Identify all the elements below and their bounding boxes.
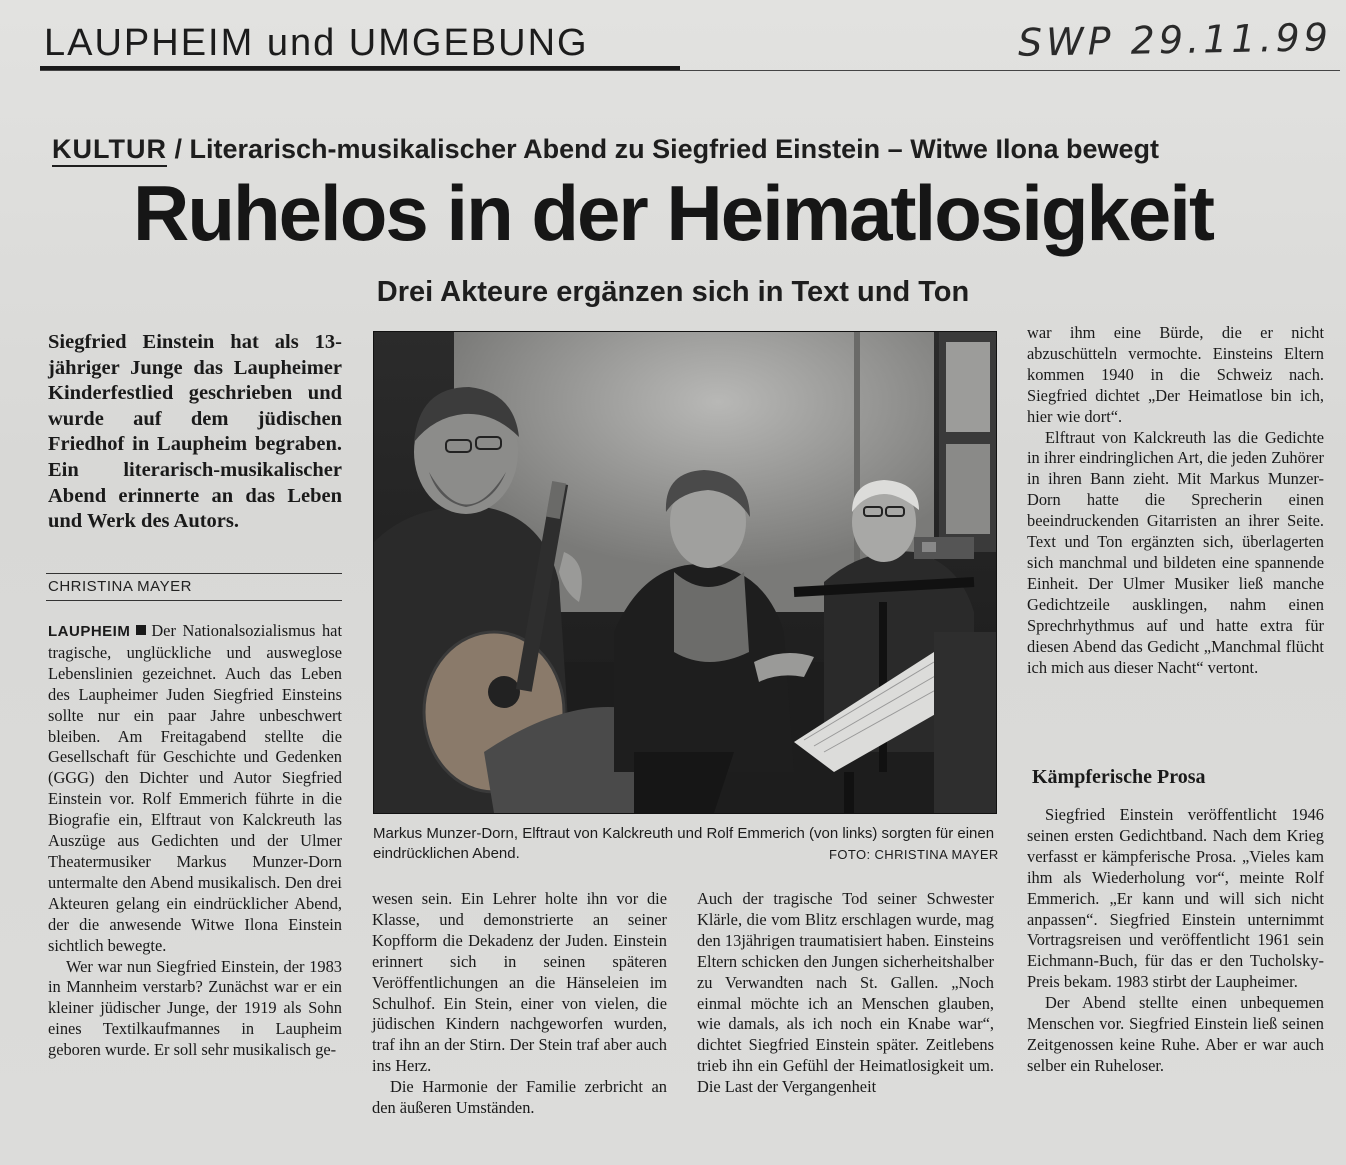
section-title: LAUPHEIM und UMGEBUNG xyxy=(44,22,589,64)
handwritten-date-stamp: SWP 29.11.99 xyxy=(1017,15,1333,65)
article-column-2 xyxy=(372,889,667,1119)
dateline: LAUPHEIM xyxy=(48,623,131,640)
body-paragraph: Der Abend stellte einen unbequemen Menschen vor. Siegfried Einstein ließ seinen Zeitgenossen keine Ruhe. Aber er war auch selber ein Ruheloser. xyxy=(1027,993,1324,1075)
photo-caption: Markus Munzer-Dorn, Elftraut von Kalckreuth und Rolf Emmerich (von links) sorgten für einen eindrücklichen Abend. xyxy=(373,825,995,862)
dateline-square-icon xyxy=(136,625,146,635)
subheadline: Drei Akteure ergänzen sich in Text und Ton xyxy=(376,276,970,308)
author-rule-top xyxy=(46,573,342,574)
author-byline: CHRISTINA MAYER xyxy=(48,578,192,595)
body-paragraph: wesen sein. Ein Lehrer holte ihn vor die Klasse, und demonstrierte an seiner Kopfform die Dekadenz der Juden. Einstein erinnert sich in seinen späteren Veröffentlichungen an die Hänseleien im Schulhof. Ein Stein, einer von vielen, die jüdischen Kindern nachgeworfen wurden, traf ihn an der Stirn. Der Stein traf aber auch ins Herz. xyxy=(372,889,667,1076)
kicker-text: / Literarisch-musikalischer Abend zu Siegfried Einstein – Witwe Ilona bewegt xyxy=(166,134,1159,164)
kicker-keyword: KULTUR xyxy=(52,134,167,167)
body-paragraph: Der Nationalsozialismus hat tragische, unglückliche und ausweglose Lebenslinien gezeichnet. Auch das Leben des Laupheimer Juden Siegfried Einsteins sollte nur ein paar Jahre unbeschwert bleiben. Am Freitagabend stellte die Gesellschaft für Geschichte und Gedenken (GGG) den Dichter und Autor Siegfried Einstein vor. Rolf Emmerich führte in die Biografie ein, Elftraut von Kalckreuth las Auszüge aus Gedichten und der Ulmer Theatermusiker Markus Munzer-Dorn untermalte den Abend musikalisch. Den drei Akteuren gelang ein eindrücklicher Abend, der die anwesende Witwe Ilona Einstein sichtlich bewegte. xyxy=(48,621,342,955)
article-column-3 xyxy=(697,889,994,1098)
body-paragraph: Siegfried Einstein veröffentlicht 1946 seinen ersten Gedichtband. Nach dem Krieg verfasst er kämpferische Prosa. „Vieles kam ihm als Wiederholung vor“, meinte Rolf Emmerich. „Er kann und will sich nicht anpassen“. Siegfried Einstein unternimmt Vortragsreisen und veröffentlicht 1961 sein Eichmann-Buch, für das er den Tucholsky-Preis bekam. 1983 stirbt der Laupheimer. xyxy=(1027,805,1324,992)
body-paragraph: Die Harmonie der Familie zerbricht an den äußeren Umständen. xyxy=(372,1077,667,1118)
body-paragraph: Elftraut von Kalckreuth las die Gedichte in ihrer eindringlichen Art, die jeden Zuhörer in ihren Bann zieht. Mit Markus Munzer-Dorn hatte die Sprecherin einen beeindruckenden Gitarristen an ihrer Seite. Text und Ton ergänzten sich, überlagerten sich manchmal und bildeten eine spannende Einheit. Der Ulmer Musiker ließ manche Gedichtzeile ausklingen, nahm einen Sprechrhythmus auf und hatte extra für diesen Abend das Gedicht „Manchmal flücht ich mich aus dieser Nacht“ vertont. xyxy=(1027,427,1324,677)
photo-illustration xyxy=(374,332,996,813)
body-paragraph: Auch der tragische Tod seiner Schwester Klärle, die vom Blitz erschlagen wurde, mag den 13jährigen traumatisiert haben. Einsteins Eltern schicken den Jungen sicherheitshalber zu Verwandten nach St. Gallen. „Noch einmal möchte ich an Menschen glauben, wie damals, als ich noch ein Knabe war“, dichtet Siegfried Einstein später. Zeitlebens trieb ihn ein Gefühl der Heimatlosigkeit um. Die Last der Vergangenheit xyxy=(697,889,994,1097)
photo-credit: FOTO: CHRISTINA MAYER xyxy=(829,847,999,862)
article-photo xyxy=(373,331,997,814)
article-column-1 xyxy=(48,621,342,1061)
author-rule-bottom xyxy=(46,600,342,601)
article-column-4 xyxy=(1027,323,1324,678)
body-paragraph: war ihm eine Bürde, die er nicht abzuschütteln vermochte. Einsteins Eltern kommen 1940 in die Schweiz nach. Siegfried dichtet „Der Heimatlose bin ich, hier wie dort“. xyxy=(1027,323,1324,426)
article-column-4-lower xyxy=(1027,805,1324,1077)
body-paragraph: Wer war nun Siegfried Einstein, der 1983 in Mannheim verstarb? Zunächst war er ein kleiner jüdischer Junge, der 1919 als Sohn eines Textilkaufmannes in Laupheim geboren wurde. Er soll sehr musikalisch ge- xyxy=(48,956,342,1060)
lead-paragraph: Siegfried Einstein hat als 13-jähriger Junge das Laupheimer Kinderfestlied geschrieben und wurde auf dem jüdischen Friedhof in Laupheim begraben. Ein literarisch-musikalischer Abend erinnerte an das Leben und Werk des Autors. xyxy=(48,331,342,533)
kicker-line xyxy=(52,134,1159,165)
section-rule xyxy=(40,70,1340,71)
intertitle: Kämpferische Prosa xyxy=(1032,766,1206,788)
headline: Ruhelos in der Heimatlosigkeit xyxy=(133,169,1213,257)
